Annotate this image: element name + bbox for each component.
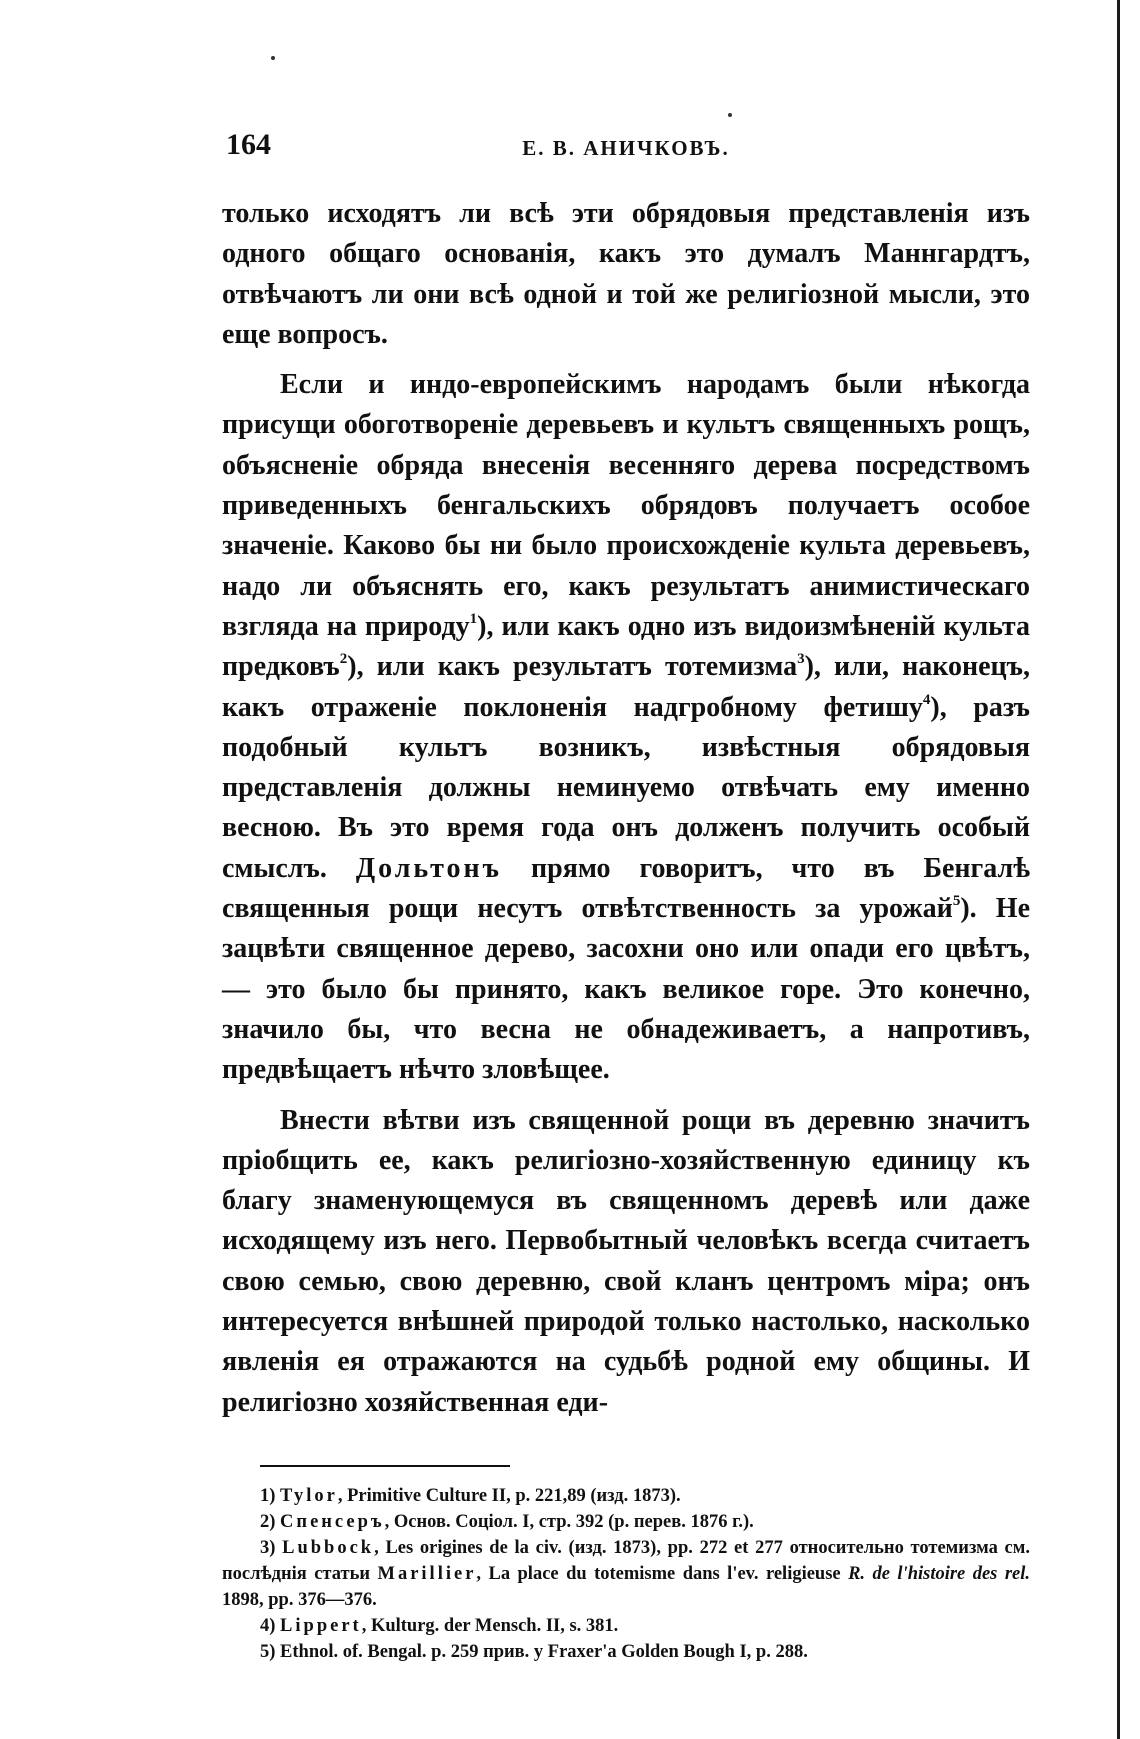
footnote-author: Lippert [280,1615,362,1636]
text-run: ), или какъ результатъ тотемизма [347,651,798,683]
footnote [222,1535,1030,1613]
scan-speck [271,56,275,60]
footnote-number: 2) [260,1511,276,1532]
footnote-author: Marillier [377,1563,477,1584]
author-name: Дольтонъ [355,852,502,884]
footnotes [222,1483,1030,1665]
paragraph: только исходятъ ли всѣ эти обрядовыя представленія изъ одного общаго основанія, какъ это думалъ Маннгардтъ, отвѣчаютъ ли они всѣ одной и той же религіозной мысли, это еще вопросъ. [222,198,1030,350]
footnote-rule [260,1465,510,1467]
footnote-author: Tylor [280,1485,338,1506]
body-text [222,194,1030,1423]
paragraph [222,365,1030,1090]
footnote-ref: 1 [469,610,478,627]
footnote-ref: 3 [797,651,805,668]
footnote-text: , Kulturg. der Mensch. II, s. 381. [361,1615,619,1636]
footnote-text: , Основ. Соціол. I, стр. 392 (р. перев. 1876 г.). [384,1511,754,1532]
footnote-text: Ethnol. of. Bengal. p. 259 прив. у Fraxer'a Golden Bough I, p. 288. [280,1641,808,1662]
footnote-ref: 2 [339,651,348,668]
footnote-author: Спенсеръ [280,1511,385,1532]
paragraph: Внести вѣтви изъ священной рощи въ деревню значитъ пріобщить ее, какъ религіозно-хозяйственную единицу къ благу знаменующемуся въ священномъ деревѣ или даже исходящему изъ него. Первобытный человѣкъ всегда считаетъ свою семью, свою деревню, свой кланъ центромъ міра; онъ интересуется внѣшней природой только настолько, насколько явленія ея отражаются на судьбѣ родной ему общины. И религіозно хозяйственная еди- [222,1104,1030,1418]
footnote-number: 4) [260,1615,276,1636]
text-run: ). Не зацвѣти священное дерево, засохни оно или опади его цвѣтъ, — это было бы принято, какъ великое горе. Это конечно, значило бы, что весна не обнадеживаетъ, а напротивъ, предвѣщаетъ нѣчто зловѣщее. [222,893,1031,1086]
footnote-number: 3) [260,1537,276,1558]
footnote [222,1613,1030,1639]
footnote-number: 5) [260,1641,276,1662]
footnote-ref: 4 [922,691,931,708]
footnote [222,1509,1030,1535]
footnote [222,1483,1030,1509]
footnote-number: 1) [260,1485,276,1506]
text-run: ), или какъ одно изъ видоизмѣненій культа предковъ [222,610,1030,683]
footnote-text: 1898, pp. 376—376. [222,1589,377,1610]
scan-edge [1117,0,1120,1739]
footnote-text: , Primitive Culture II, p. 221,89 (изд. 1873). [337,1485,681,1506]
page-number: 164 [226,128,271,161]
footnote-text: , Les origines de la civ. (изд. 1873), pp. 272 et 277 относительно тотемизма см. послѣднія статьи [222,1537,1030,1584]
footnote-author: Lubbock [282,1537,375,1558]
text-run: прямо говоритъ, что въ Бенгалѣ священныя рощи несутъ отвѣтственность за урожай [222,852,1030,925]
footnote [222,1639,1030,1665]
book-page [222,128,1030,1665]
footnote-ref: 5 [952,893,961,910]
journal-title: R. de l'histoire des rel. [848,1563,1030,1584]
text-run: Если и индо-европейскимъ народамъ были нѣкогда присущи обоготвореніе деревьевъ и культъ священныхъ рощъ, объясненіе обряда внесенія весенняго дерева посредствомъ приведенныхъ бенгальскихъ обрядовъ получаетъ особое значеніе. Каково бы ни было происхожденіе культа деревьевъ, надо ли объяснять его, какъ результатъ анимистическаго взгляда на природу [222,369,1030,642]
text-run: ), разъ подобный культъ возникъ, извѣстныя обрядовыя представленія должны неминуемо отвѣчать ему именно весною. Въ это время года онъ долженъ получить особый смыслъ. [222,691,1031,884]
footnote-text: , La place du totemisme dans l'ev. religieuse [476,1563,849,1584]
text-run: ), или, наконецъ, какъ отраженіе поклоненія надгробному фетишу [222,651,1030,723]
running-head: Е. В. АНИЧКОВЪ. [522,136,730,160]
scan-speck [728,113,732,117]
page-header [222,128,1030,172]
